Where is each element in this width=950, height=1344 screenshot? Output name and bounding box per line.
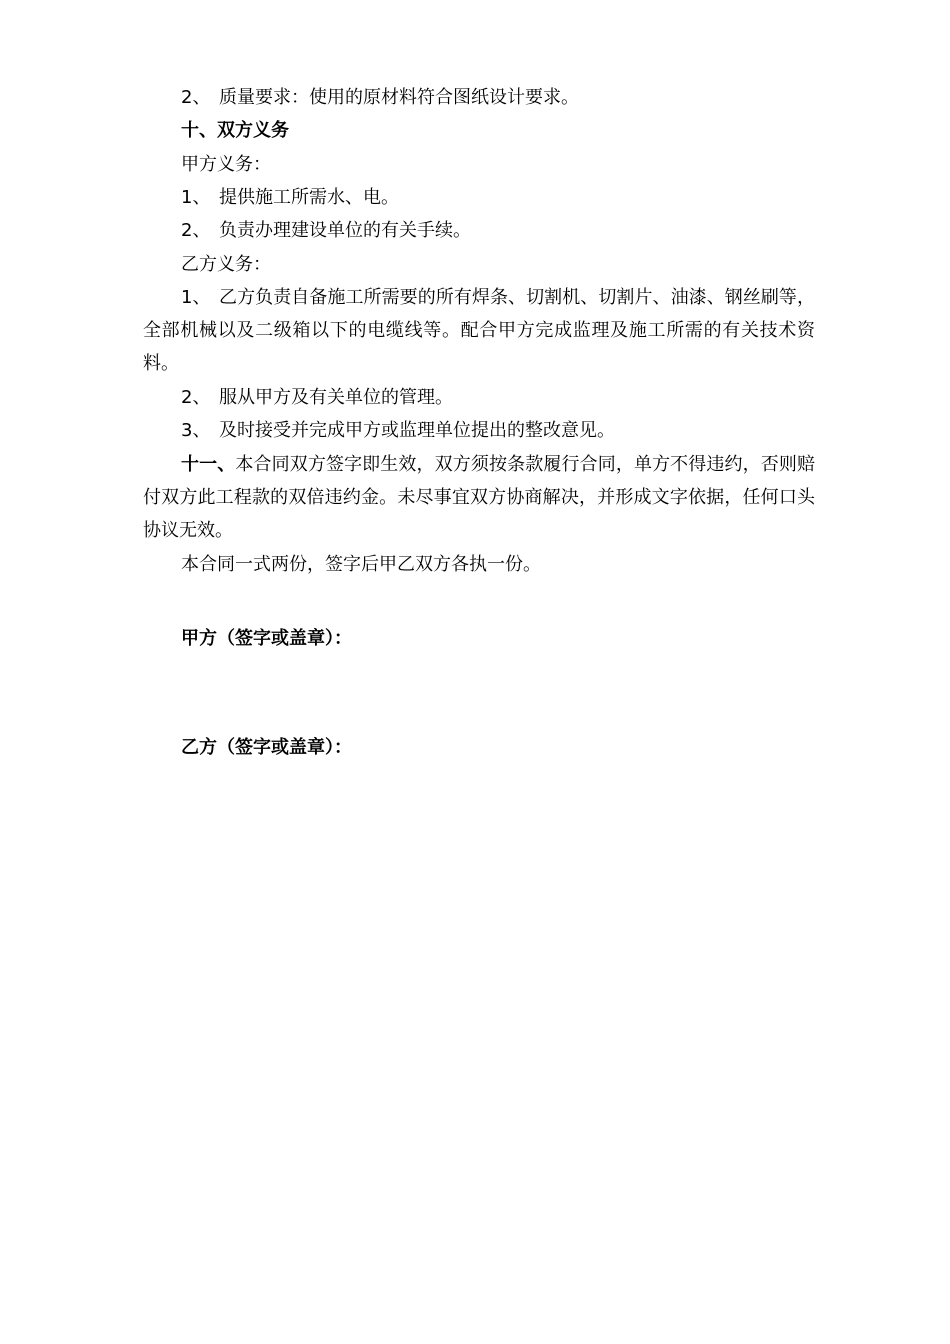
party-b-item-2 [143,381,815,414]
item-number: 2、 [181,387,211,408]
item-text: 负责办理建设单位的有关手续。 [219,220,471,241]
item-text: 提供施工所需水、电。 [219,187,399,208]
quality-requirement-line [143,81,815,114]
section-11-paragraph [143,448,815,547]
section-11-heading: 十一、 [181,454,236,475]
item-number: 3、 [181,420,211,441]
item-number: 1、 [181,287,211,308]
party-b-item-3 [143,414,815,447]
item-text: 服从甲方及有关单位的管理。 [219,387,453,408]
party-b-item-1 [143,281,815,380]
item-text: 及时接受并完成甲方或监理单位提出的整改意见。 [219,420,615,441]
copies-statement: 本合同一式两份，签字后甲乙双方各执一份。 [181,554,541,575]
party-a-item-1 [143,181,815,214]
party-a-duties-label: 甲方义务： [181,154,271,175]
section-10-heading: 十、双方义务 [181,120,289,141]
item-text: 质量要求：使用的原材料符合图纸设计要求。 [219,87,579,108]
item-number: 2、 [181,220,211,241]
party-a-item-2 [143,214,815,247]
item-text: 乙方负责自备施工所需要的所有焊条、切割机、切割片、油漆、钢丝刷等，全部机械以及二级箱以下的电缆线等。配合甲方完成监理及施工所需的有关技术资料。 [143,287,815,374]
party-a-signature-label: 甲方（签字或盖章）： [181,628,352,649]
item-number: 1、 [181,187,211,208]
party-b-signature-label: 乙方（签字或盖章）： [181,737,352,758]
item-number: 2、 [181,87,211,108]
party-b-duties-label: 乙方义务： [181,254,271,275]
section-11-text: 本合同双方签字即生效，双方须按条款履行合同，单方不得违约，否则赔付双方此工程款的双倍违约金。未尽事宜双方协商解决，并形成文字依据，任何口头协议无效。 [143,454,816,541]
